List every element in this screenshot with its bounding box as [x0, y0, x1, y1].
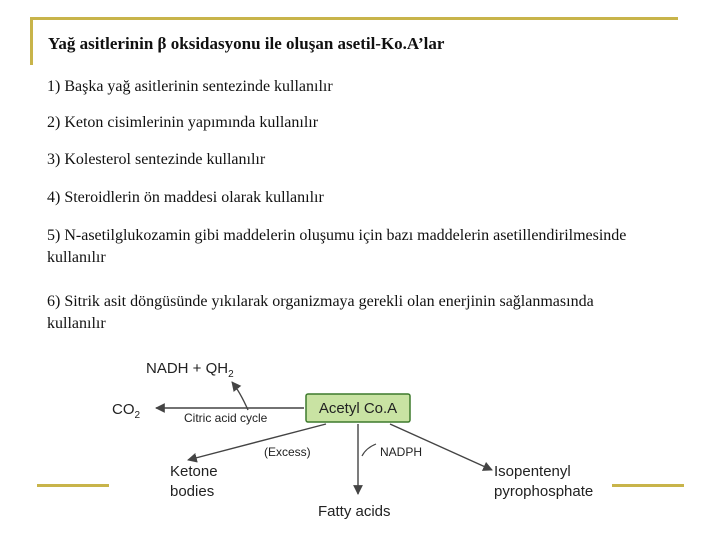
acetyl-coa-label: Acetyl Co.A: [318, 400, 398, 417]
isopentenyl-label-line2: pyrophosphate: [494, 483, 594, 500]
list-item: 1) Başka yağ asitlerinin sentezinde kullanılır: [47, 78, 333, 95]
diagram-svg: [100, 352, 620, 530]
slide-title: Yağ asitlerinin β oksidasyonu ile oluşan asetil-Ko.A’lar: [48, 34, 445, 53]
slide-frame-left: [30, 17, 33, 65]
list-item: 6) Sitrik asit döngüsünde yıkılarak organizmaya gerekli olan enerjinin sağlanmasında kullanılır: [47, 293, 594, 332]
acetyl-coa-diagram: [100, 352, 620, 530]
excess-label: (Excess): [264, 445, 311, 459]
citric-label: Citric acid cycle: [184, 411, 268, 425]
ketone-label-line1: Ketone: [170, 463, 218, 480]
ketone-label-line2: bodies: [170, 483, 215, 500]
nadph-curve: [362, 444, 376, 456]
list-item: 3) Kolesterol sentezinde kullanılır: [47, 151, 266, 168]
list-item: 5) N-asetilglukozamin gibi maddelerin oluşumu için bazı maddelerin asetillendirilmesinde kullanılır: [47, 227, 627, 266]
list-item: 4) Steroidlerin ön maddesi olarak kullanılır: [47, 189, 324, 206]
slide-frame-top: [30, 17, 678, 20]
co2-label: $CO_2$: [112, 401, 141, 421]
nadph-label: NADPH: [380, 445, 423, 459]
slide-frame-bottom-right: [612, 484, 684, 487]
slide-frame-bottom-left: [37, 484, 109, 487]
fatty-acids-label: Fatty acids: [318, 503, 391, 520]
list-item: 2) Keton cisimlerinin yapımında kullanılır: [47, 114, 319, 131]
nadh-arrow: [232, 382, 248, 410]
nadh-label: NADH + $QH_2$: [146, 360, 234, 380]
isopentenyl-label-line1: Isopentenyl: [494, 463, 571, 480]
